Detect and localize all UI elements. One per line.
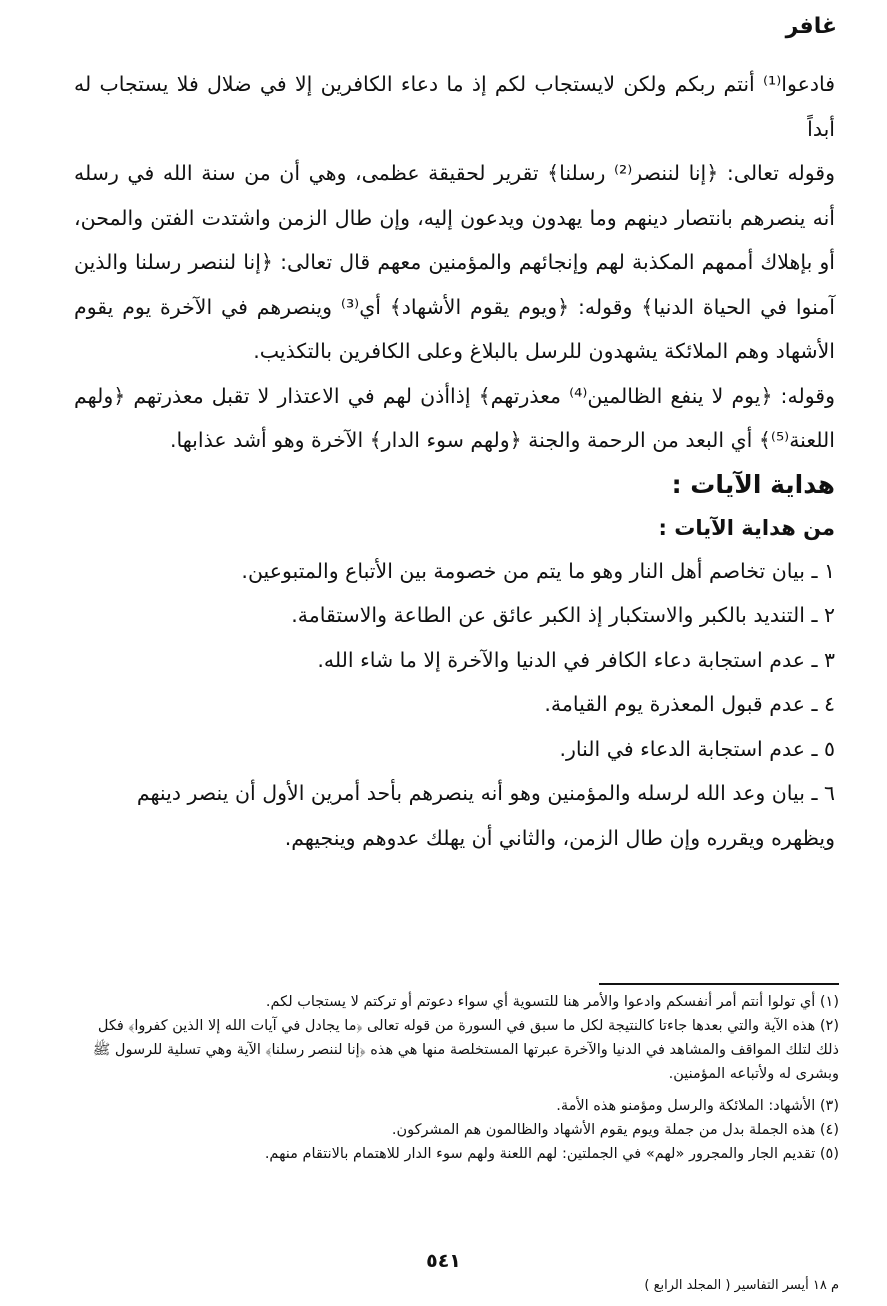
list-item: ٤ ـ عدم قبول المعذرة يوم القيامة. (544, 692, 835, 716)
footnote-4: (٤) هذه الجملة بدل من جملة ويوم يقوم الأشهاد والظالمون هم المشركون. (391, 1122, 839, 1138)
list-item: ١ ـ بيان تخاصم أهل النار وهو ما يتم من خصومة بين الأتباع والمتبوعين. (241, 558, 835, 583)
footer-info: م ١٨ أيسر التفاسير ( المجلد الرابع ) (644, 1278, 839, 1293)
paragraph-3: وقوله: ﴿يوم لا ينفع الظالمين⁽⁴⁾ معذرتهم﴾ إذاأذن لهم في الاعتذار لا تقبل معذرتهم ﴿ولهم اللعنة⁽⁵⁾﴾ أي البعد من الرحمة والجنة ﴿ولهم سوء الدار﴾ الآخرة وهو أشد عذابها. (74, 383, 835, 452)
paragraph-1: فادعوا⁽¹⁾ أنتم ربكم ولكن لايستجاب لكم إذ ما دعاء الكافرين إلا في ضلال فلا يستجاب له أبداً (74, 72, 835, 141)
list-item: ٦ ـ بيان وعد الله لرسله والمؤمنين وهو أنه ينصرهم بأحد أمرين الأول أن ينصر دينهم ويظهره ويقرره وإن طال الزمن، والثاني أن يهلك عدوهم وينجيهم. (136, 781, 835, 850)
page-number: ٥٤١ (426, 1250, 461, 1272)
footnote-1: (١) أي تولوا أنتم أمر أنفسكم وادعوا والأمر هنا للتسوية أي سواء دعوتم أو تركتم لا يستجاب لكم. (265, 994, 839, 1010)
footnotes (72, 990, 839, 1166)
tafsir-body (74, 62, 835, 860)
footnote-3: (٣) الأشهاد: الملائكة والرسل ومؤمنو هذه الأمة. (556, 1098, 839, 1114)
surah-header: غافر (785, 14, 837, 39)
paragraph-2: وقوله تعالى: ﴿إنا لننصر⁽²⁾ رسلنا﴾ تقرير لحقيقة عظمى، وهي أن من سنة الله في رسله أنه ينصرهم بانتصار دينهم وما يهدون ويدعون إليه، وإن طال الزمن واشتدت الفتن والمحن، أو بإهلاك أممهم المكذبة لهم وإنجائهم والمؤمنين معهم قال تعالى: ﴿إنا لننصر رسلنا والذين آمنوا في الحياة الدنيا﴾ وقوله: ﴿ويوم يقوم الأشهاد﴾ أي⁽³⁾ وينصرهم في الآخرة يوم يقوم الأشهاد وهم الملائكة يشهدون للرسل بالبلاغ وعلى الكافرين بالتكذيب. (74, 161, 836, 363)
list-item: ٣ ـ عدم استجابة دعاء الكافر في الدنيا والآخرة إلا ما شاء الله. (317, 647, 835, 672)
section-title: هداية الآيات : (671, 469, 835, 499)
footnote-2: (٢) هذه الآية والتي بعدها جاءتا كالنتيجة لكل ما سبق في السورة من قوله تعالى ﴿ما يجادل في آيات الله إلا الذين كفروا﴾ فكل ذلك لتلك المواقف والمشاهد في الدنيا والآخرة عبرتها المستخلصة منها هي هذه ﴿إنا لننصر رسلنا﴾ الآية وهي تسلية للرسول ﷺ وبشرى له ولأتباعه المؤمنين. (92, 1018, 839, 1082)
footnote-divider (599, 983, 839, 985)
section-subtitle: من هداية الآيات : (658, 515, 835, 540)
guidance-list (74, 549, 835, 861)
list-item: ٢ ـ التنديد بالكبر والاستكبار إذ الكبر عائق عن الطاعة والاستقامة. (291, 603, 835, 627)
list-item: ٥ ـ عدم استجابة الدعاء في النار. (559, 736, 835, 761)
footnote-5: (٥) تقديم الجار والمجرور «لهم» في الجملتين: لهم اللعنة ولهم سوء الدار للاهتمام بالانتقام منهم. (264, 1146, 839, 1162)
